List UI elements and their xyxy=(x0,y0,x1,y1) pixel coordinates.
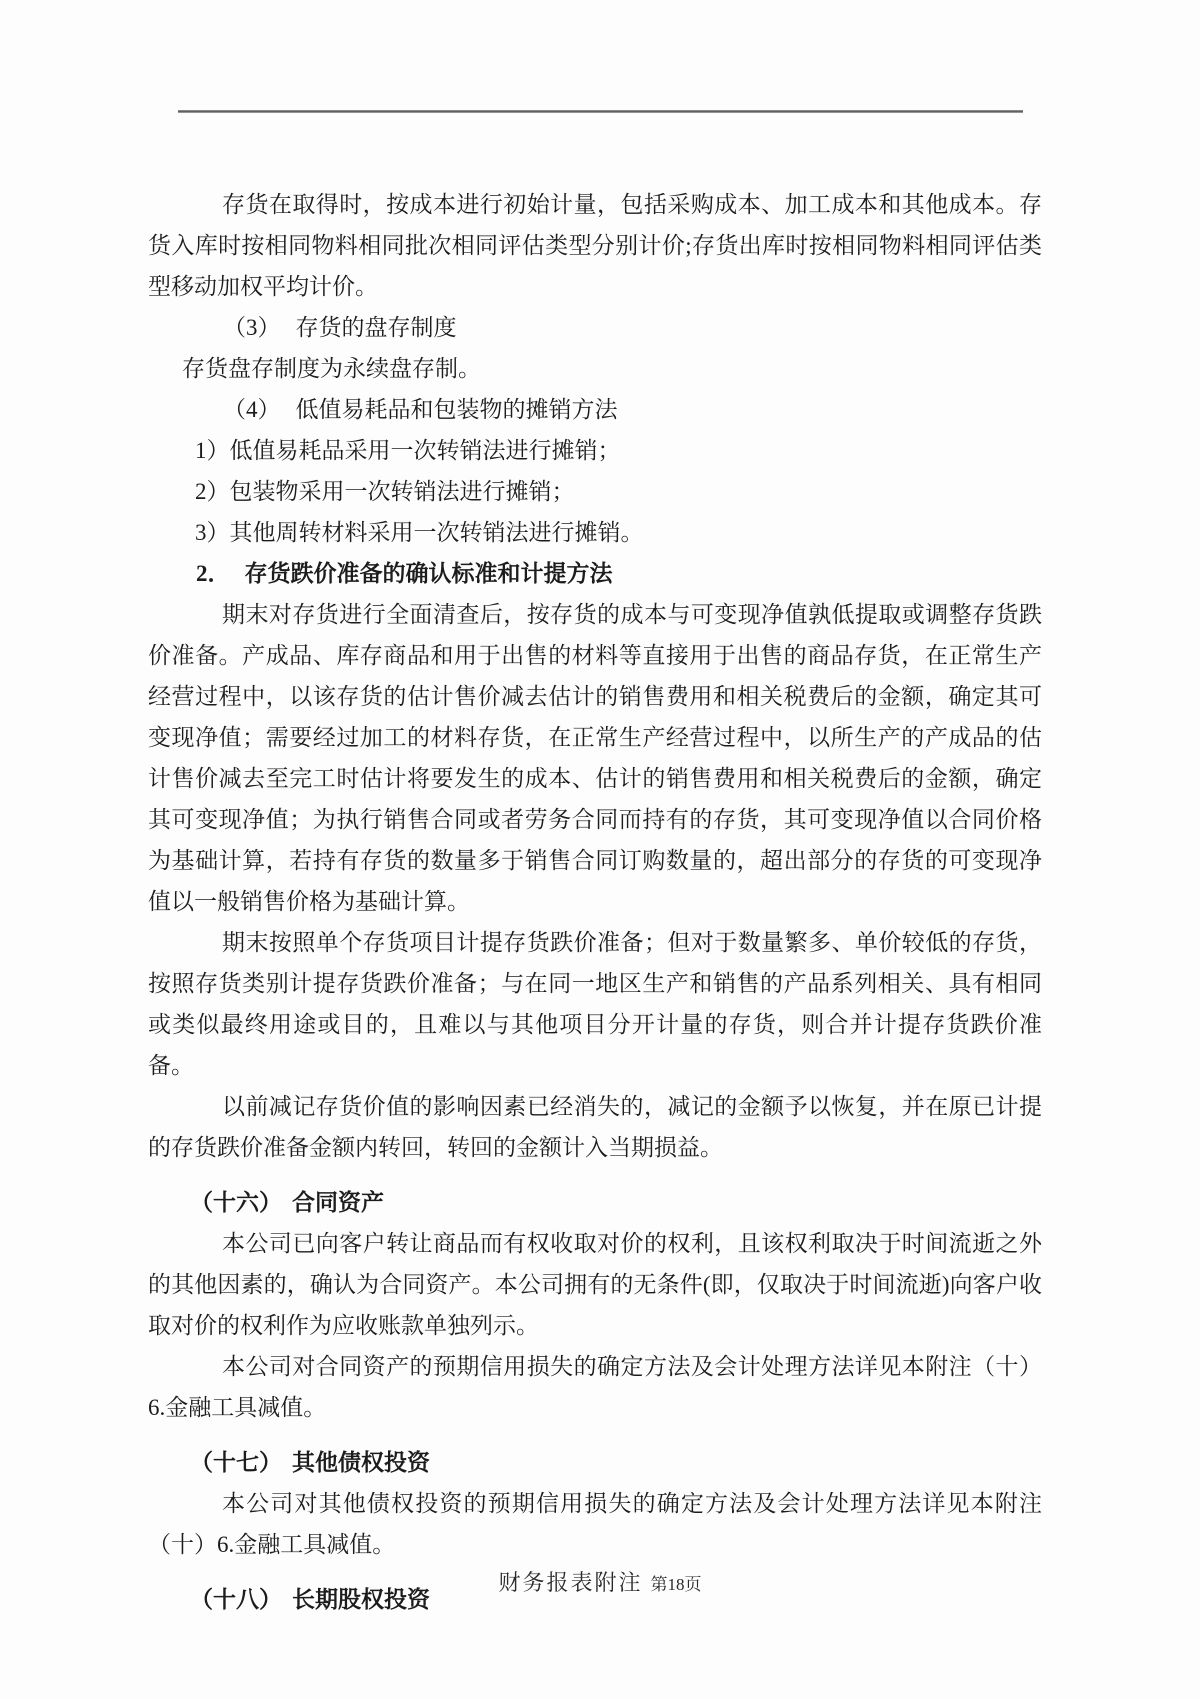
paragraph-other-debt-investments-ecl: 本公司对其他债权投资的预期信用损失的确定方法及会计处理方法详见本附注（十）6.金融工具减值。 xyxy=(148,1491,1042,1557)
paragraph-provision-basis: 期末按照单个存货项目计提存货跌价准备；但对于数量繁多、单价较低的存货，按照存货类别计提存货跌价准备；与在同一地区生产和销售的产品系列相关、具有相同或类似最终用途或目的，且难以与其他项目分开计量的存货，则合并计提存货跌价准备。 xyxy=(148,930,1042,1078)
heading-inventory-provision xyxy=(148,553,1042,594)
list-item-other-turnover-materials: 3）其他周转材料采用一次转销法进行摊销。 xyxy=(195,520,644,545)
sub-heading-title: 低值易耗品和包装物的摊销方法 xyxy=(295,397,618,422)
section-title: 长期股权投资 xyxy=(292,1587,430,1612)
footer-page-number: 第18页 xyxy=(650,1575,702,1594)
heading-title: 存货跌价准备的确认标准和计提方法 xyxy=(244,561,613,586)
list-item-low-value-consumables: 1）低值易耗品采用一次转销法进行摊销； xyxy=(195,438,621,463)
page-content xyxy=(148,184,1042,1620)
sub-heading-amortization-method xyxy=(148,389,1042,430)
heading-number: 2． xyxy=(196,561,231,586)
paragraph-nrv-determination: 期末对存货进行全面清查后，按存货的成本与可变现净值孰低提取或调整存货跌价准备。产成品、库存商品和用于出售的材料等直接用于出售的商品存货，在正常生产经营过程中，以该存货的估计售价减去估计的销售费用和相关税费后的金额，确定其可变现净值；需要经过加工的材料存货，在正常生产经营过程中，以所生产的产成品的估计售价减去至完工时估计将要发生的成本、估计的销售费用和相关税费后的金额，确定其可变现净值；为执行销售合同或者劳务合同而持有的存货，其可变现净值以合同价格为基础计算，若持有存货的数量多于销售合同订购数量的，超出部分的存货的可变现净值以一般销售价格为基础计算。 xyxy=(148,602,1042,914)
section-title: 其他债权投资 xyxy=(292,1450,430,1475)
section-title: 合同资产 xyxy=(292,1190,384,1215)
paragraph-inventory-initial-measurement: 存货在取得时，按成本进行初始计量，包括采购成本、加工成本和其他成本。存货入库时按相同物料相同批次相同评估类型分别计价;存货出库时按相同物料相同评估类型移动加权平均计价。 xyxy=(148,192,1042,299)
sub-heading-inventory-system xyxy=(148,307,1042,348)
section-number: （十七） xyxy=(190,1450,282,1475)
sub-heading-number: （4） xyxy=(223,397,281,422)
sub-heading-number: （3） xyxy=(223,315,281,340)
sub-heading-title: 存货的盘存制度 xyxy=(295,315,457,340)
paragraph-provision-reversal: 以前减记存货价值的影响因素已经消失的，减记的金额予以恢复，并在原已计提的存货跌价准备金额内转回，转回的金额计入当期损益。 xyxy=(148,1094,1042,1160)
list-item-packaging: 2）包装物采用一次转销法进行摊销； xyxy=(195,479,575,504)
paragraph-contract-assets-ecl: 本公司对合同资产的预期信用损失的确定方法及会计处理方法详见本附注（十）6.金融工具减值。 xyxy=(148,1354,1042,1420)
section-number: （十八） xyxy=(190,1587,282,1612)
paragraph-perpetual-inventory: 存货盘存制度为永续盘存制。 xyxy=(182,356,481,381)
section-heading-other-debt-investments xyxy=(148,1442,1042,1483)
paragraph-contract-assets-definition: 本公司已向客户转让商品而有权收取对价的权利，且该权利取决于时间流逝之外的其他因素的，确认为合同资产。本公司拥有的无条件(即，仅取决于时间流逝)向客户收取对价的权利作为应收账款单独列示。 xyxy=(148,1231,1042,1338)
page-footer xyxy=(0,1566,1200,1597)
section-heading-contract-assets xyxy=(148,1182,1042,1223)
footer-title: 财务报表附注 xyxy=(498,1570,643,1595)
section-number: （十六） xyxy=(190,1190,282,1215)
header-divider-line xyxy=(178,110,1023,113)
